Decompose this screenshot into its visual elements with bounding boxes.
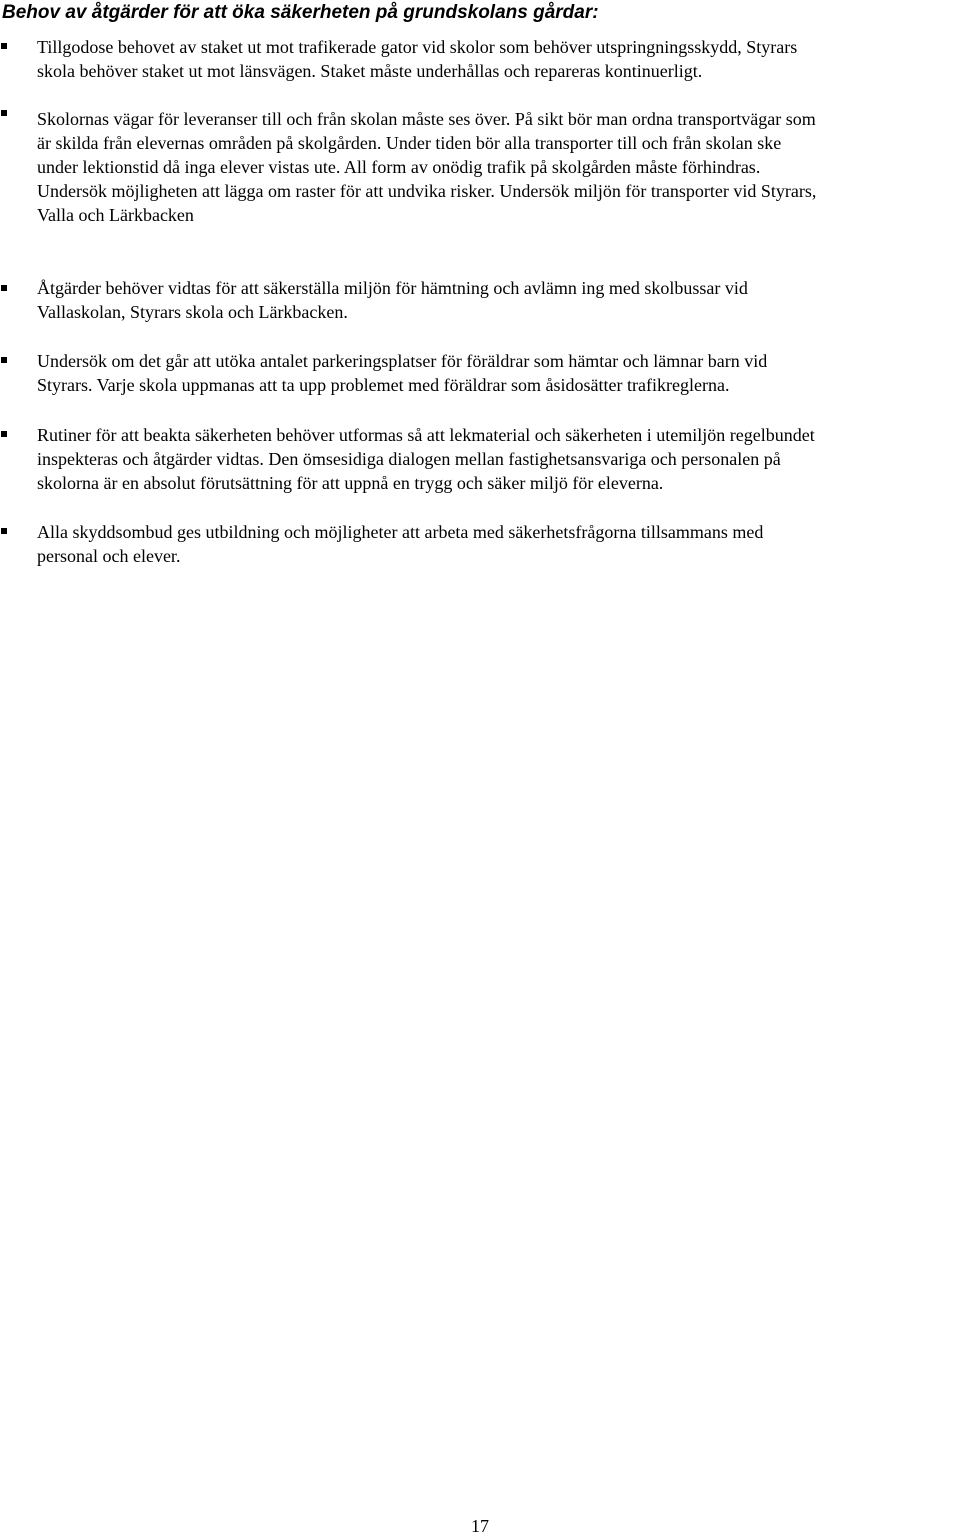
text-line: Alla skyddsombud ges utbildning och möjligheter att arbeta med säkerhetsfrågorna tillsammans med	[37, 522, 764, 542]
square-bullet-icon	[1, 110, 7, 116]
text-line: personal och elever.	[37, 546, 181, 566]
text-line: inspekteras och åtgärder vidtas. Den ömsesidiga dialogen mellan fastighetsansvariga och personalen på	[37, 449, 781, 469]
bullet-text-routines	[37, 423, 959, 495]
text-line: Styrars. Varje skola uppmanas att ta upp problemet med föräldrar som åsidosätter trafikreglerna.	[37, 375, 730, 395]
text-line: Valla och Lärkbacken	[37, 205, 194, 225]
text-line: är skilda från elevernas områden på skolgården. Under tiden bör alla transporter till och från skolan ske	[37, 133, 782, 153]
text-line: Undersök möjligheten att lägga om raster för att undvika risker. Undersök miljön för transporter vid Styrars,	[37, 181, 817, 201]
text-line: Tillgodose behovet av staket ut mot trafikerade gator vid skolor som behöver utspringningsskydd, Styrars	[37, 37, 798, 57]
text-line: under lektionstid då inga elever vistas ute. All form av onödig trafik på skolgården måste förhindras.	[37, 157, 761, 177]
bullet-text-school-buses	[37, 276, 959, 324]
text-line: Rutiner för att beakta säkerheten behöver utformas så att lekmaterial och säkerheten i utemiljön regelbundet	[37, 425, 815, 445]
square-bullet-icon	[1, 431, 7, 437]
bullet-text-parking	[37, 349, 959, 397]
square-bullet-icon	[1, 528, 7, 534]
square-bullet-icon	[1, 43, 7, 49]
square-bullet-icon	[1, 357, 7, 363]
bullet-text-safety-representatives	[37, 520, 959, 568]
text-line: Undersök om det går att utöka antalet parkeringsplatser för föräldrar som hämtar och lämnar barn vid	[37, 351, 768, 371]
bullet-text-deliveries	[37, 107, 959, 227]
text-line: Vallaskolan, Styrars skola och Lärkbacken.	[37, 302, 348, 322]
section-heading: Behov av åtgärder för att öka säkerheten på grundskolans gårdar:	[2, 2, 599, 23]
text-line: Skolornas vägar för leveranser till och från skolan måste ses över. På sikt bör man ordna transportvägar som	[37, 109, 816, 129]
bullet-text-fence	[37, 35, 959, 83]
page-number: 17	[471, 1516, 489, 1536]
square-bullet-icon	[1, 285, 7, 291]
text-line: skola behöver staket ut mot länsvägen. Staket måste underhållas och repareras kontinuerligt.	[37, 61, 703, 81]
text-line: Åtgärder behöver vidtas för att säkerställa miljön för hämtning och avlämn ing med skolbussar vid	[37, 278, 748, 298]
text-line: skolorna är en absolut förutsättning för att uppnå en trygg och säker miljö för eleverna.	[37, 473, 664, 493]
